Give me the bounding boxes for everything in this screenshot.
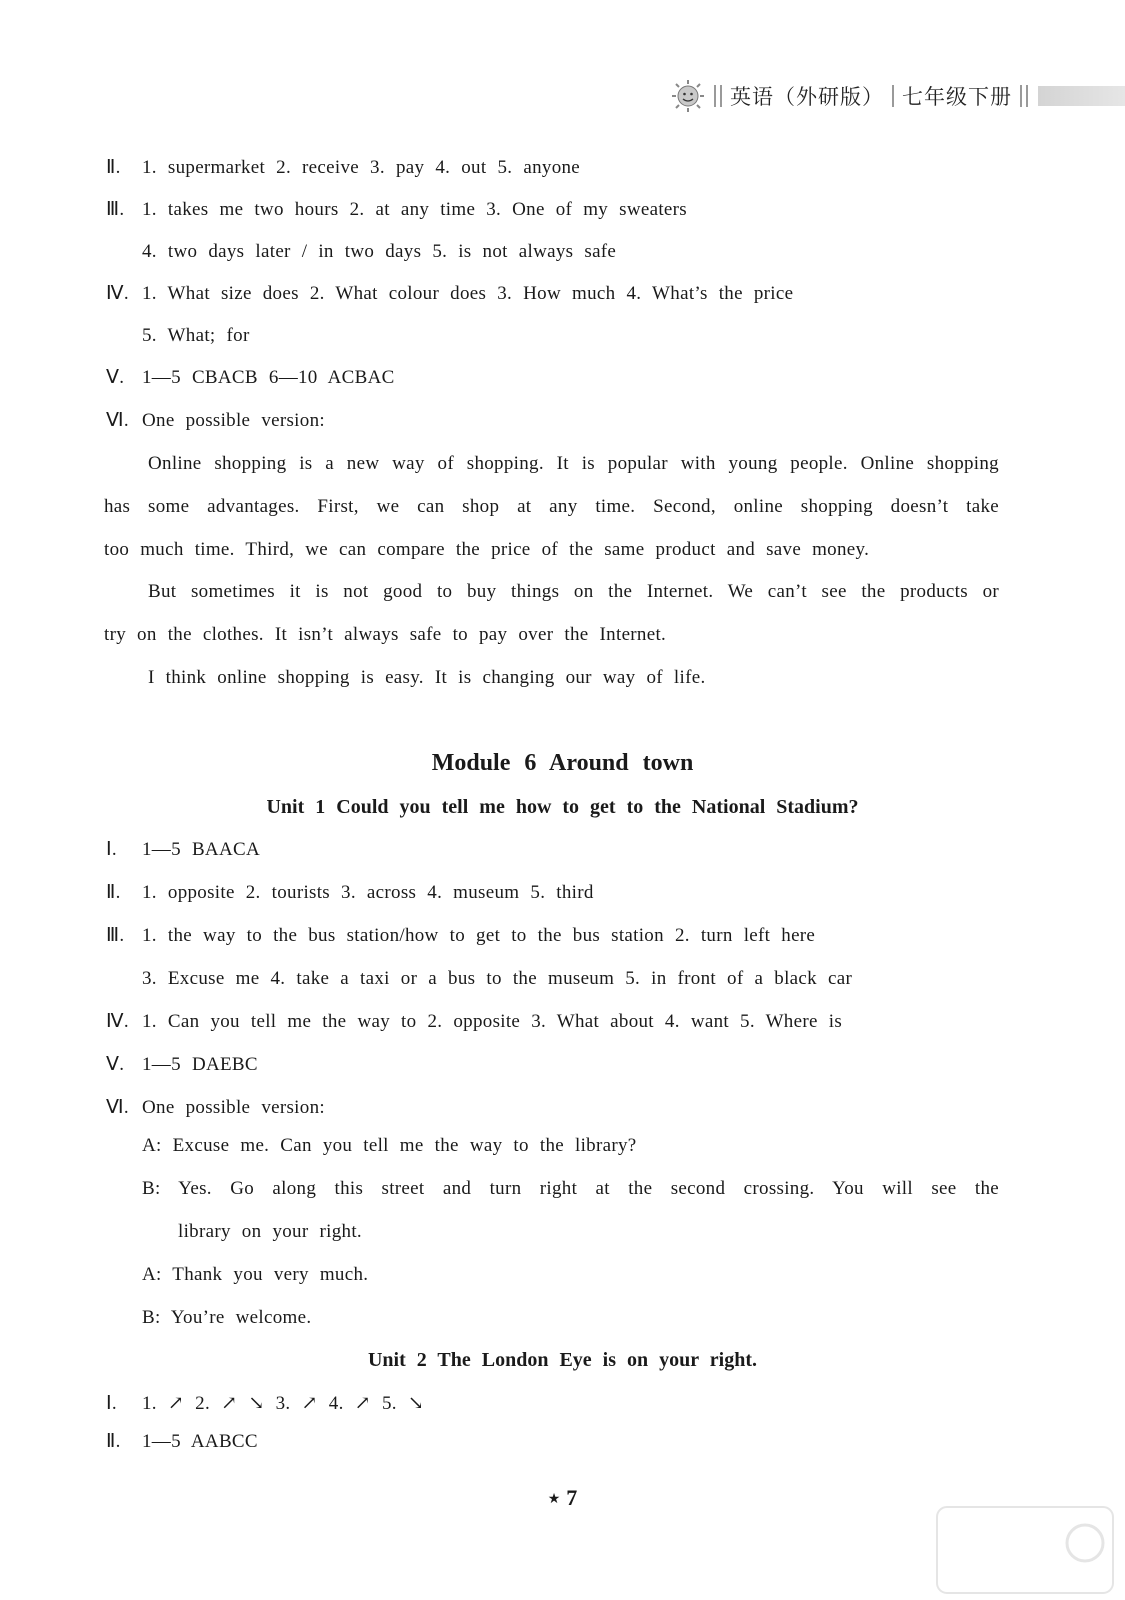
answer-line: Ⅴ. 1—5 CBACB 6—10 ACBAC [106, 367, 395, 388]
page-header [670, 74, 1125, 118]
answer-line: Ⅰ. 1. ↗ 2. ↗ ↘ 3. ↗ 4. ↗ 5. ↘ [106, 1393, 425, 1414]
answer-line: Ⅱ. 1. supermarket 2. receive 3. pay 4. out 5. anyone [106, 157, 581, 178]
answer-line: Ⅱ. 1. opposite 2. tourists 3. across 4. museum 5. third [106, 882, 594, 903]
answer-line: Ⅳ. 1. Can you tell me the way to 2. opposite 3. What about 4. want 5. Where is [106, 1011, 843, 1032]
page-number: 7 [566, 1485, 578, 1510]
header-subject: 英语（外研版） [730, 85, 884, 109]
unit-title: Unit 1 Could you tell me how to get to the National Stadium? [266, 796, 859, 818]
answer-line: 4. two days later / in two days 5. is not always safe [142, 241, 617, 262]
essay-line: Online shopping is a new way of shopping. It is popular with young people. Online shopping [148, 453, 999, 474]
module-title: Module 6 Around town [431, 750, 694, 776]
answer-line: 5. What; for [142, 325, 250, 346]
dialog-line: A: Excuse me. Can you tell me the way to the library? [142, 1135, 637, 1156]
dialog-line: B: Yes. Go along this street and turn right at the second crossing. You will see the [142, 1178, 999, 1199]
watermark-logo [935, 1505, 1115, 1595]
essay-line: has some advantages. First, we can shop at any time. Second, online shopping doesn’t take [104, 496, 999, 517]
answer-line: Ⅳ. 1. What size does 2. What colour does 3. How much 4. What’s the price [106, 283, 794, 304]
answer-line: Ⅲ. 1. takes me two hours 2. at any time 3. One of my sweaters [106, 199, 687, 220]
answer-line: Ⅴ. 1—5 DAEBC [106, 1054, 258, 1075]
essay-line: But sometimes it is not good to buy things on the Internet. We can’t see the products or [148, 581, 999, 602]
sun-icon [670, 78, 706, 114]
essay-line: try on the clothes. It isn’t always safe to pay over the Internet. [104, 624, 667, 645]
star-icon: ★ [547, 1492, 561, 1507]
dialog-line: library on your right. [178, 1221, 362, 1242]
dialog-line: B: You’re welcome. [142, 1307, 312, 1328]
header-divider [1020, 85, 1022, 107]
header-divider [714, 85, 716, 107]
dialog-line: A: Thank you very much. [142, 1264, 369, 1285]
header-grade: 七年级下册 [902, 85, 1012, 109]
answer-line: Ⅵ. One possible version: [106, 410, 325, 431]
answer-line: 3. Excuse me 4. take a taxi or a bus to the museum 5. in front of a black car [142, 968, 853, 989]
unit-title: Unit 2 The London Eye is on your right. [367, 1349, 757, 1371]
header-bar [1038, 86, 1125, 106]
answer-line: Ⅰ. 1—5 BAACA [106, 839, 260, 860]
essay-line: too much time. Third, we can compare the price of the same product and save money. [104, 539, 870, 560]
answer-line: Ⅱ. 1—5 AABCC [106, 1431, 258, 1452]
header-divider [1026, 85, 1028, 107]
answer-line: Ⅲ. 1. the way to the bus station/how to get to the bus station 2. turn left here [106, 925, 816, 946]
header-divider [720, 85, 722, 107]
header-divider [892, 85, 894, 107]
answer-line: Ⅵ. One possible version: [106, 1097, 325, 1118]
essay-line: I think online shopping is easy. It is changing our way of life. [148, 667, 706, 688]
